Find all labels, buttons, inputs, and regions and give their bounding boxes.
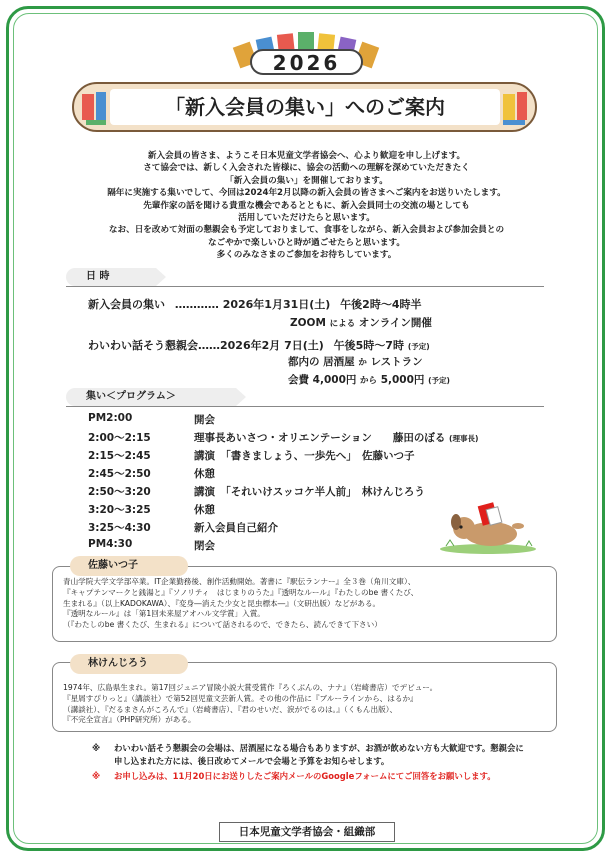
place-d: レストラン (370, 356, 423, 368)
program-time: 3:25～4:30 (88, 522, 151, 534)
bio-box-sato (52, 566, 557, 642)
program-item: 新入会員自己紹介 (194, 522, 278, 534)
event1-name: 新入会員の集い (88, 298, 165, 311)
bio-name-sato: 佐藤いつ子 (70, 556, 188, 576)
note-venue (92, 742, 532, 768)
event1-line (88, 296, 421, 312)
venue-rest: オンライン開催 (358, 317, 432, 329)
intro-line: 新入会員の皆さま、ようこそ日本児童文学者協会へ、心より歓迎を申し上げます。 (147, 151, 466, 161)
intro-line: 隔年に実施する集いでして、今回は2024年2月以降の新入会員の皆さまへご案内をお送りいたします。 (107, 188, 506, 199)
event1-dots: ………… (174, 298, 219, 311)
note-mark: ※ (92, 743, 101, 753)
event2-line (88, 337, 430, 353)
intro-line: 多くのみなさまのご参加をお待ちしています。 (216, 250, 397, 261)
schedule-section-label: 日 時 (66, 268, 156, 286)
program-item: 講演 「それいけスッコケ半人前」 林けんじろう (194, 486, 425, 498)
program-time: PM2:00 (88, 412, 133, 424)
bio-line: 『不完全宣言』（PHP研究所）がある。 (63, 715, 196, 725)
program-time: PM4:30 (88, 538, 133, 550)
event2-time: 午後5時～7時 (333, 339, 404, 352)
program-item: 休憩 (194, 468, 215, 480)
program-item: 開会 (194, 414, 215, 426)
schedule-rule (66, 286, 544, 287)
page-title: 「新入会員の集い」へのご案内 (110, 89, 500, 125)
year-badge: 2026 (250, 49, 363, 75)
bio-line: 青山学院大学文学部卒業。IT企業勤務後、創作活動開始。著書に『駅伝ランナー』全３巻（角川文庫）、 (63, 577, 416, 586)
place-b: 居酒屋 (323, 356, 355, 368)
note-mark: ※ (92, 771, 101, 781)
fee-a: 会費 (288, 374, 309, 386)
venue-ni: による (329, 319, 356, 329)
event2-tentative: (予定) (407, 342, 430, 351)
intro-line: 先輩作家の話を聞ける貴重な機会であるとともに、新入会員同士の交流の場としても (143, 200, 470, 211)
dog-reading-illustration (436, 494, 541, 556)
intro-line: 「新入会員の集い」を開催しております。 (225, 175, 388, 186)
event2-dots: …… (198, 339, 220, 352)
intro-line: さて協会では、新しく入会された皆様に、協会の活動への理解を深めていただきたく (143, 163, 470, 174)
program-item-note: (理事長) (449, 434, 479, 443)
venue-zoom: ZOOM (290, 317, 326, 329)
place-c: か (358, 358, 367, 368)
intro-line: 活用していただけたらと思います。 (238, 213, 375, 224)
program-rule (66, 406, 544, 407)
note-text: お申し込みは、11月20日にお送りしたご案内メールのGoogleフォームにてご回答をお願いします。 (114, 771, 496, 781)
bio-line: （『わたしのbe 書くたび、生まれる』について話されるので、できたら、読んできて下さい） (63, 620, 382, 630)
program-time: 3:20～3:25 (88, 504, 151, 516)
note-text: わいわい話そう懇親会の会場は、居酒屋になる場合もありますが、お酒が飲めない方も大歓迎です。懇親会に申し込まれた方には、後日改めてメールで会場と予算をお知らせします。 (114, 743, 524, 766)
program-item: 講演 「書きましょう、一歩先へ」 佐藤いつ子 (194, 450, 415, 462)
place-a: 都内の (288, 356, 320, 368)
fee-d: 5,000円 (380, 374, 425, 386)
notes (92, 742, 532, 783)
program-item: 閉会 (194, 540, 215, 552)
bio-line: 『星屑すぴりっと』（講談社）で第52回児童文芸新人賞。その他の作品に『ブルーラインから、はるか』 (63, 693, 418, 703)
event2-name: わいわい話そう懇親会 (88, 339, 198, 352)
fee-c: から (360, 376, 378, 386)
event2-fee (288, 372, 450, 387)
intro-text (40, 150, 573, 262)
event1-venue (290, 315, 432, 330)
program-item: 休憩 (194, 504, 215, 516)
event2-date: 2026年2月 7日(土) (220, 339, 324, 352)
bio-name-hayashi: 林けんじろう (70, 654, 188, 674)
program-time: 2:15～2:45 (88, 450, 151, 462)
fee-b: 4,000円 (312, 374, 357, 386)
footer-organizer: 日本児童文学者協会・組織部 (219, 822, 395, 842)
program-item (194, 430, 478, 445)
bio-line: 生まれる』（以上KADOKAWA）、『変身―消えた少女と昆虫標本―』（文研出版）などがある。 (63, 598, 381, 608)
bio-line: 1974年、広島県生まれ。第17回ジュニア冒険小説大賞受賞作『ろくぶんの、ナナ』（岩崎書店）でデビュー。 (63, 683, 438, 692)
bio-line: （講談社）、『だるまさんがころんで』（岩崎書店）、『君のせいだ、涙がでるのは。』（くもん出版）、 (63, 704, 398, 714)
note-application (92, 770, 532, 783)
bio-line: 『透明なルール』は「第1回未来屋アオハル文学賞」入賞。 (63, 609, 265, 619)
program-time: 2:00～2:15 (88, 432, 151, 444)
bio-line: 『キャプテンマークと銭湯と』『ソノリティ はじまりのうた』『透明なルール』『わたしのbe 書くたび、 (63, 587, 419, 597)
intro-line: なお、日を改めて対面の懇親会も予定しておりまして、食事をしながら、新入会員および参加会員との (108, 225, 505, 236)
event1-date: 2026年1月31日(土) (222, 298, 331, 311)
event2-place (288, 354, 423, 369)
fee-tentative: (予定) (428, 376, 450, 385)
program-item-text: 理事長あいさつ・オリエンテーション 藤田のぼる (194, 432, 446, 444)
program-section-label: 集い＜プログラム＞ (66, 388, 236, 406)
program-time: 2:45～2:50 (88, 468, 151, 480)
intro-line: なごやかで楽しいひと時が過ごせたらと思います。 (208, 237, 405, 248)
program-time: 2:50～3:20 (88, 486, 151, 498)
event1-time: 午後2時～4時半 (340, 298, 422, 311)
